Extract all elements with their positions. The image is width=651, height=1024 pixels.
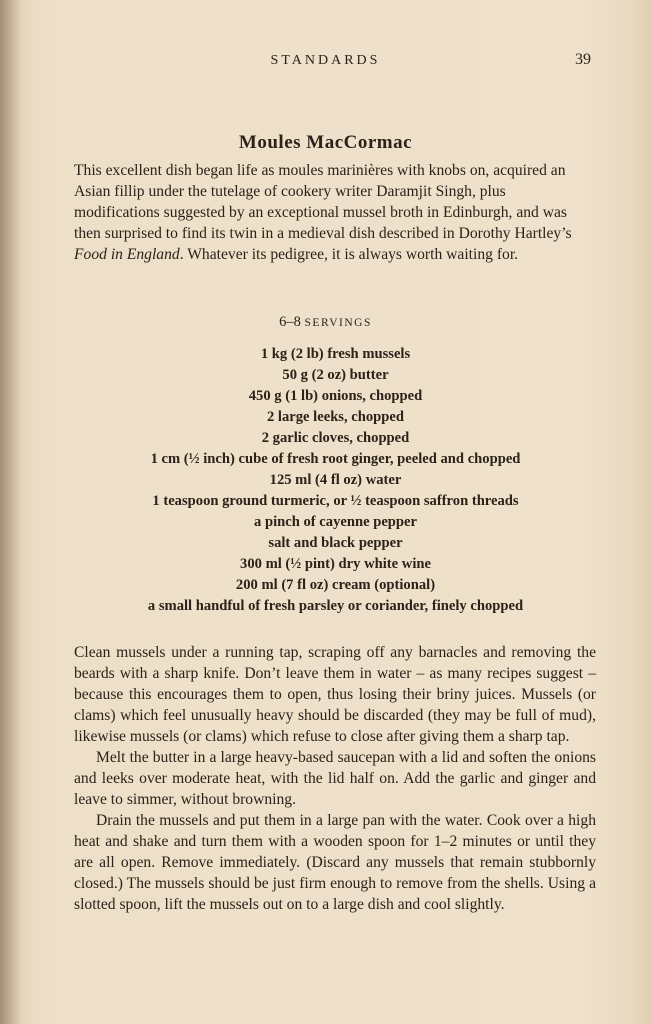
ingredient-item: 50 g (2 oz) butter [282, 367, 389, 383]
ingredient-item: a pinch of cayenne pepper [254, 514, 417, 530]
ingredient-item: 1 teaspoon ground turmeric, or ½ teaspoon saffron threads [152, 493, 519, 509]
running-head [0, 50, 651, 74]
method-paragraph: Drain the mussels and put them in a large pan with the water. Cook over a high heat and shake and turn them with a wooden spoon for 1–2 minutes or until they are all open. Remove immediately. (Discard any mussels that remain stubbornly closed.) The mussels should be just firm enough to remove from the shells. Using a slotted spoon, lift the mussels out on to a large dish and cool slightly. [74, 812, 596, 913]
ingredients-list [60, 344, 611, 617]
book-title: Food in England [74, 246, 180, 263]
ingredient-item: 1 cm (½ inch) cube of fresh root ginger, peeled and chopped [150, 451, 521, 467]
ingredient-item: 1 kg (2 lb) fresh mussels [260, 346, 411, 362]
ingredient-item: 2 garlic cloves, chopped [261, 430, 410, 446]
page-number: 39 [575, 51, 591, 68]
recipe-title: Moules MacCormac [238, 132, 413, 153]
intro-text-start: This excellent dish began life as moules marinières with knobs on, acquired an Asian fillip under the tutelage of cookery writer Daramjit Singh, plus modifications suggested by an exceptional mussel broth in Edinburgh, and was then surprised to find its twin in a medieval dish described in Dorothy Hartley’s [74, 162, 572, 242]
ingredient-item: 125 ml (4 fl oz) water [269, 472, 402, 488]
recipe-intro [74, 160, 590, 265]
method-paragraph: Clean mussels under a running tap, scraping off any barnacles and removing the beards with a sharp knife. Don’t leave them in water – as many recipes suggest – because this encourages them to open, thus losing their briny juices. Mussels (or clams) which feel unusually heavy should be discarded (they may be full of mud), likewise mussels (or clams) which refuse to close after giving them a sharp tap. [74, 644, 596, 745]
ingredient-item: 450 g (1 lb) onions, chopped [248, 388, 423, 404]
servings-number: 6–8 [279, 314, 301, 330]
method-paragraph: Melt the butter in a large heavy-based saucepan with a lid and soften the onions and leeks over moderate heat, with the lid half on. Add the garlic and ginger and leave to simmer, without browning. [74, 749, 596, 808]
method-section [74, 642, 596, 915]
ingredient-item: salt and black pepper [268, 535, 403, 551]
ingredient-item: 300 ml (½ pint) dry white wine [240, 556, 431, 572]
section-title: STANDARDS [270, 53, 381, 68]
servings [0, 314, 651, 331]
servings-label: SERVINGS [304, 317, 372, 329]
intro-text-end: . Whatever its pedigree, it is always worth waiting for. [179, 246, 519, 263]
ingredient-item: 200 ml (7 fl oz) cream (optional) [235, 577, 436, 593]
ingredient-item: 2 large leeks, chopped [266, 409, 405, 425]
ingredient-item: a small handful of fresh parsley or coriander, finely chopped [147, 598, 524, 614]
